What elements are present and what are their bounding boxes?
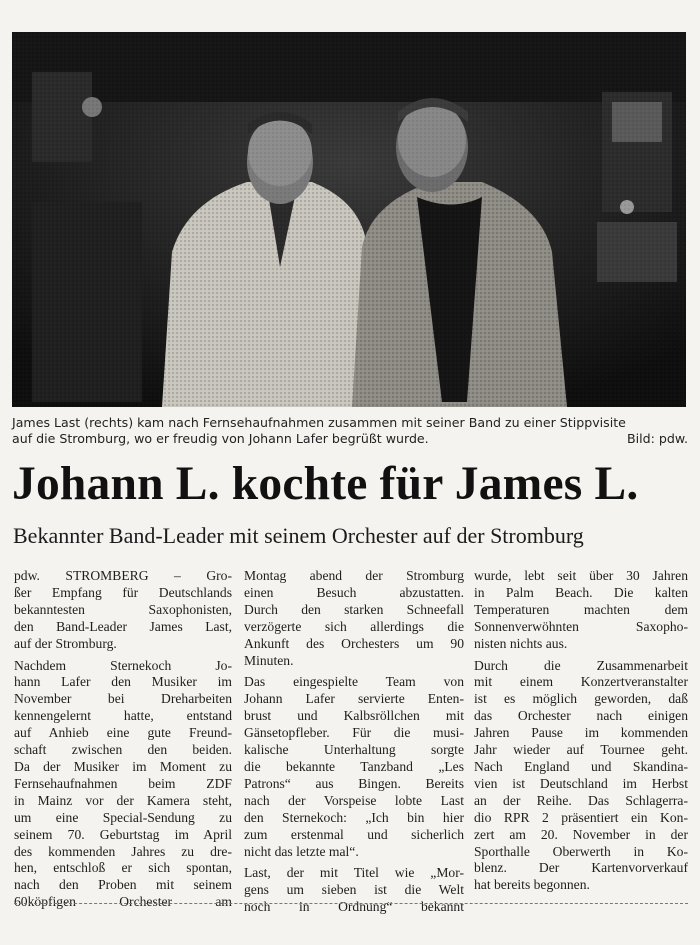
text-line: ßer Empfang für Deutschlands — [14, 584, 232, 600]
text-line: einen Besuch abzustatten. — [244, 584, 464, 600]
photo-credit: Bild: pdw. — [626, 431, 688, 446]
text-line: Sporthalle Oberwerth in Ko- — [474, 843, 688, 859]
text-line: Nach England und Skandina- — [474, 758, 688, 774]
news-photo — [12, 32, 686, 407]
text-line: auf der Stromburg. — [14, 635, 117, 651]
article-subheadline: Bekannter Band-Leader mit seinem Orchester auf der Stromburg — [13, 523, 584, 548]
text-line: kalische Unterhaltung sorgte — [244, 742, 464, 758]
text-line: ist es möglich geworden, daß — [474, 691, 688, 707]
text-line: brust und Kalbsröllchen mit — [244, 708, 464, 724]
text-line: 60köpfigen Orchester am — [14, 894, 232, 910]
text-line: Durch die Zusammenarbeit — [474, 657, 688, 673]
text-line: Durch den starken Schneefall — [244, 601, 464, 617]
text-line: Ankunft des Orchesters um 90 — [244, 635, 464, 651]
text-line: Jahr wieder auf Tournee geht. — [474, 742, 688, 758]
text-line: mit einem Konzertveranstalter — [474, 674, 688, 690]
text-line: Temperaturen machten dem — [474, 601, 688, 617]
article-column-1 — [14, 568, 232, 911]
article-column-3 — [474, 568, 688, 894]
text-line: in Mainz vor der Kamera steht, — [14, 792, 232, 808]
text-line: bekanntesten Saxophonisten, — [14, 601, 232, 617]
text-line: hen, entschloß er sich spontan, — [14, 860, 232, 876]
article-column-2 — [244, 568, 464, 916]
text-line: schaft zwischen den beiden. — [14, 742, 232, 758]
text-line: Patrons“ aus Bingen. Bereits — [244, 775, 464, 791]
photo-caption — [12, 415, 688, 447]
text-line: den Sternekoch: „Ich bin hier — [244, 809, 464, 825]
text-line: Jahren Pause im kommenden — [474, 725, 688, 741]
text-line: pdw. STROMBERG – Gro- — [14, 568, 232, 583]
text-line: hann Lafer den Musiker im — [14, 674, 232, 690]
text-line: Gänsetopfleber. Für die musi- — [244, 725, 464, 741]
text-line: dio RPR 2 präsentiert ein Kon- — [474, 809, 688, 825]
text-line: zum erstenmal und sicherlich — [244, 826, 464, 842]
photo-illustration — [12, 32, 686, 407]
text-line: Johann Lafer servierte Enten- — [244, 691, 464, 707]
article-headline: Johann L. kochte für James L. — [12, 458, 639, 510]
text-line: seinem 70. Geburtstag im April — [14, 826, 232, 842]
text-line: November bei Dreharbeiten — [14, 691, 232, 707]
text-line: in Palm Beach. Die kalten — [474, 584, 688, 600]
text-line: hat bereits begonnen. — [474, 877, 590, 893]
text-line: wurde, lebt seit über 30 Jahren — [474, 568, 688, 583]
text-line: verzögerte sich allerdings die — [244, 618, 464, 634]
text-line: Fernsehaufnahmen beim ZDF — [14, 775, 232, 791]
text-line: um eine Special-Sendung zu — [14, 809, 232, 825]
text-line: gens um sieben ist die Welt — [244, 882, 464, 898]
text-line: noch in Ordnung“ bekannt — [244, 899, 464, 915]
text-line: die bekannte Tanzband „Les — [244, 758, 464, 774]
text-line: zert am 20. November in der — [474, 826, 688, 842]
text-line: an der Reihe. Das Schlagerra- — [474, 792, 688, 808]
text-line: Da der Musiker im Moment zu — [14, 758, 232, 774]
text-line: nicht das letzte mal“. — [244, 843, 359, 859]
caption-line-1: James Last (rechts) kam nach Fernsehaufnahmen zusammen mit seiner Band zu einer Stippvisite — [12, 415, 626, 430]
text-line: nach den Proben mit seinem — [14, 877, 232, 893]
text-line: Montag abend der Stromburg — [244, 568, 464, 583]
text-line: Das eingespielte Team von — [244, 674, 464, 690]
text-line: Minuten. — [244, 652, 294, 668]
text-line: Last, der mit Titel wie „Mor- — [244, 865, 464, 881]
text-line: den Band-Leader James Last, — [14, 618, 232, 634]
text-line: nach der Vorspeise lobte Last — [244, 792, 464, 808]
text-line: Sonnenverwöhnten Saxopho- — [474, 618, 688, 634]
text-line: Nachdem Sternekoch Jo- — [14, 657, 232, 673]
text-line: vien ist Deutschland im Herbst — [474, 775, 688, 791]
text-line: auf Anhieb eine gute Freund- — [14, 725, 232, 741]
text-line: blenz. Der Kartenvorverkauf — [474, 860, 688, 876]
text-line: kennengelernt hatte, entstand — [14, 708, 232, 724]
text-line: das Orchester nach einigen — [474, 708, 688, 724]
text-line: des kommenden Jahres zu dre- — [14, 843, 232, 859]
caption-line-2: auf die Stromburg, wo er freudig von Johann Lafer begrüßt wurde. — [12, 431, 429, 446]
bottom-rule — [14, 903, 688, 904]
text-line: nisten nichts aus. — [474, 635, 568, 651]
